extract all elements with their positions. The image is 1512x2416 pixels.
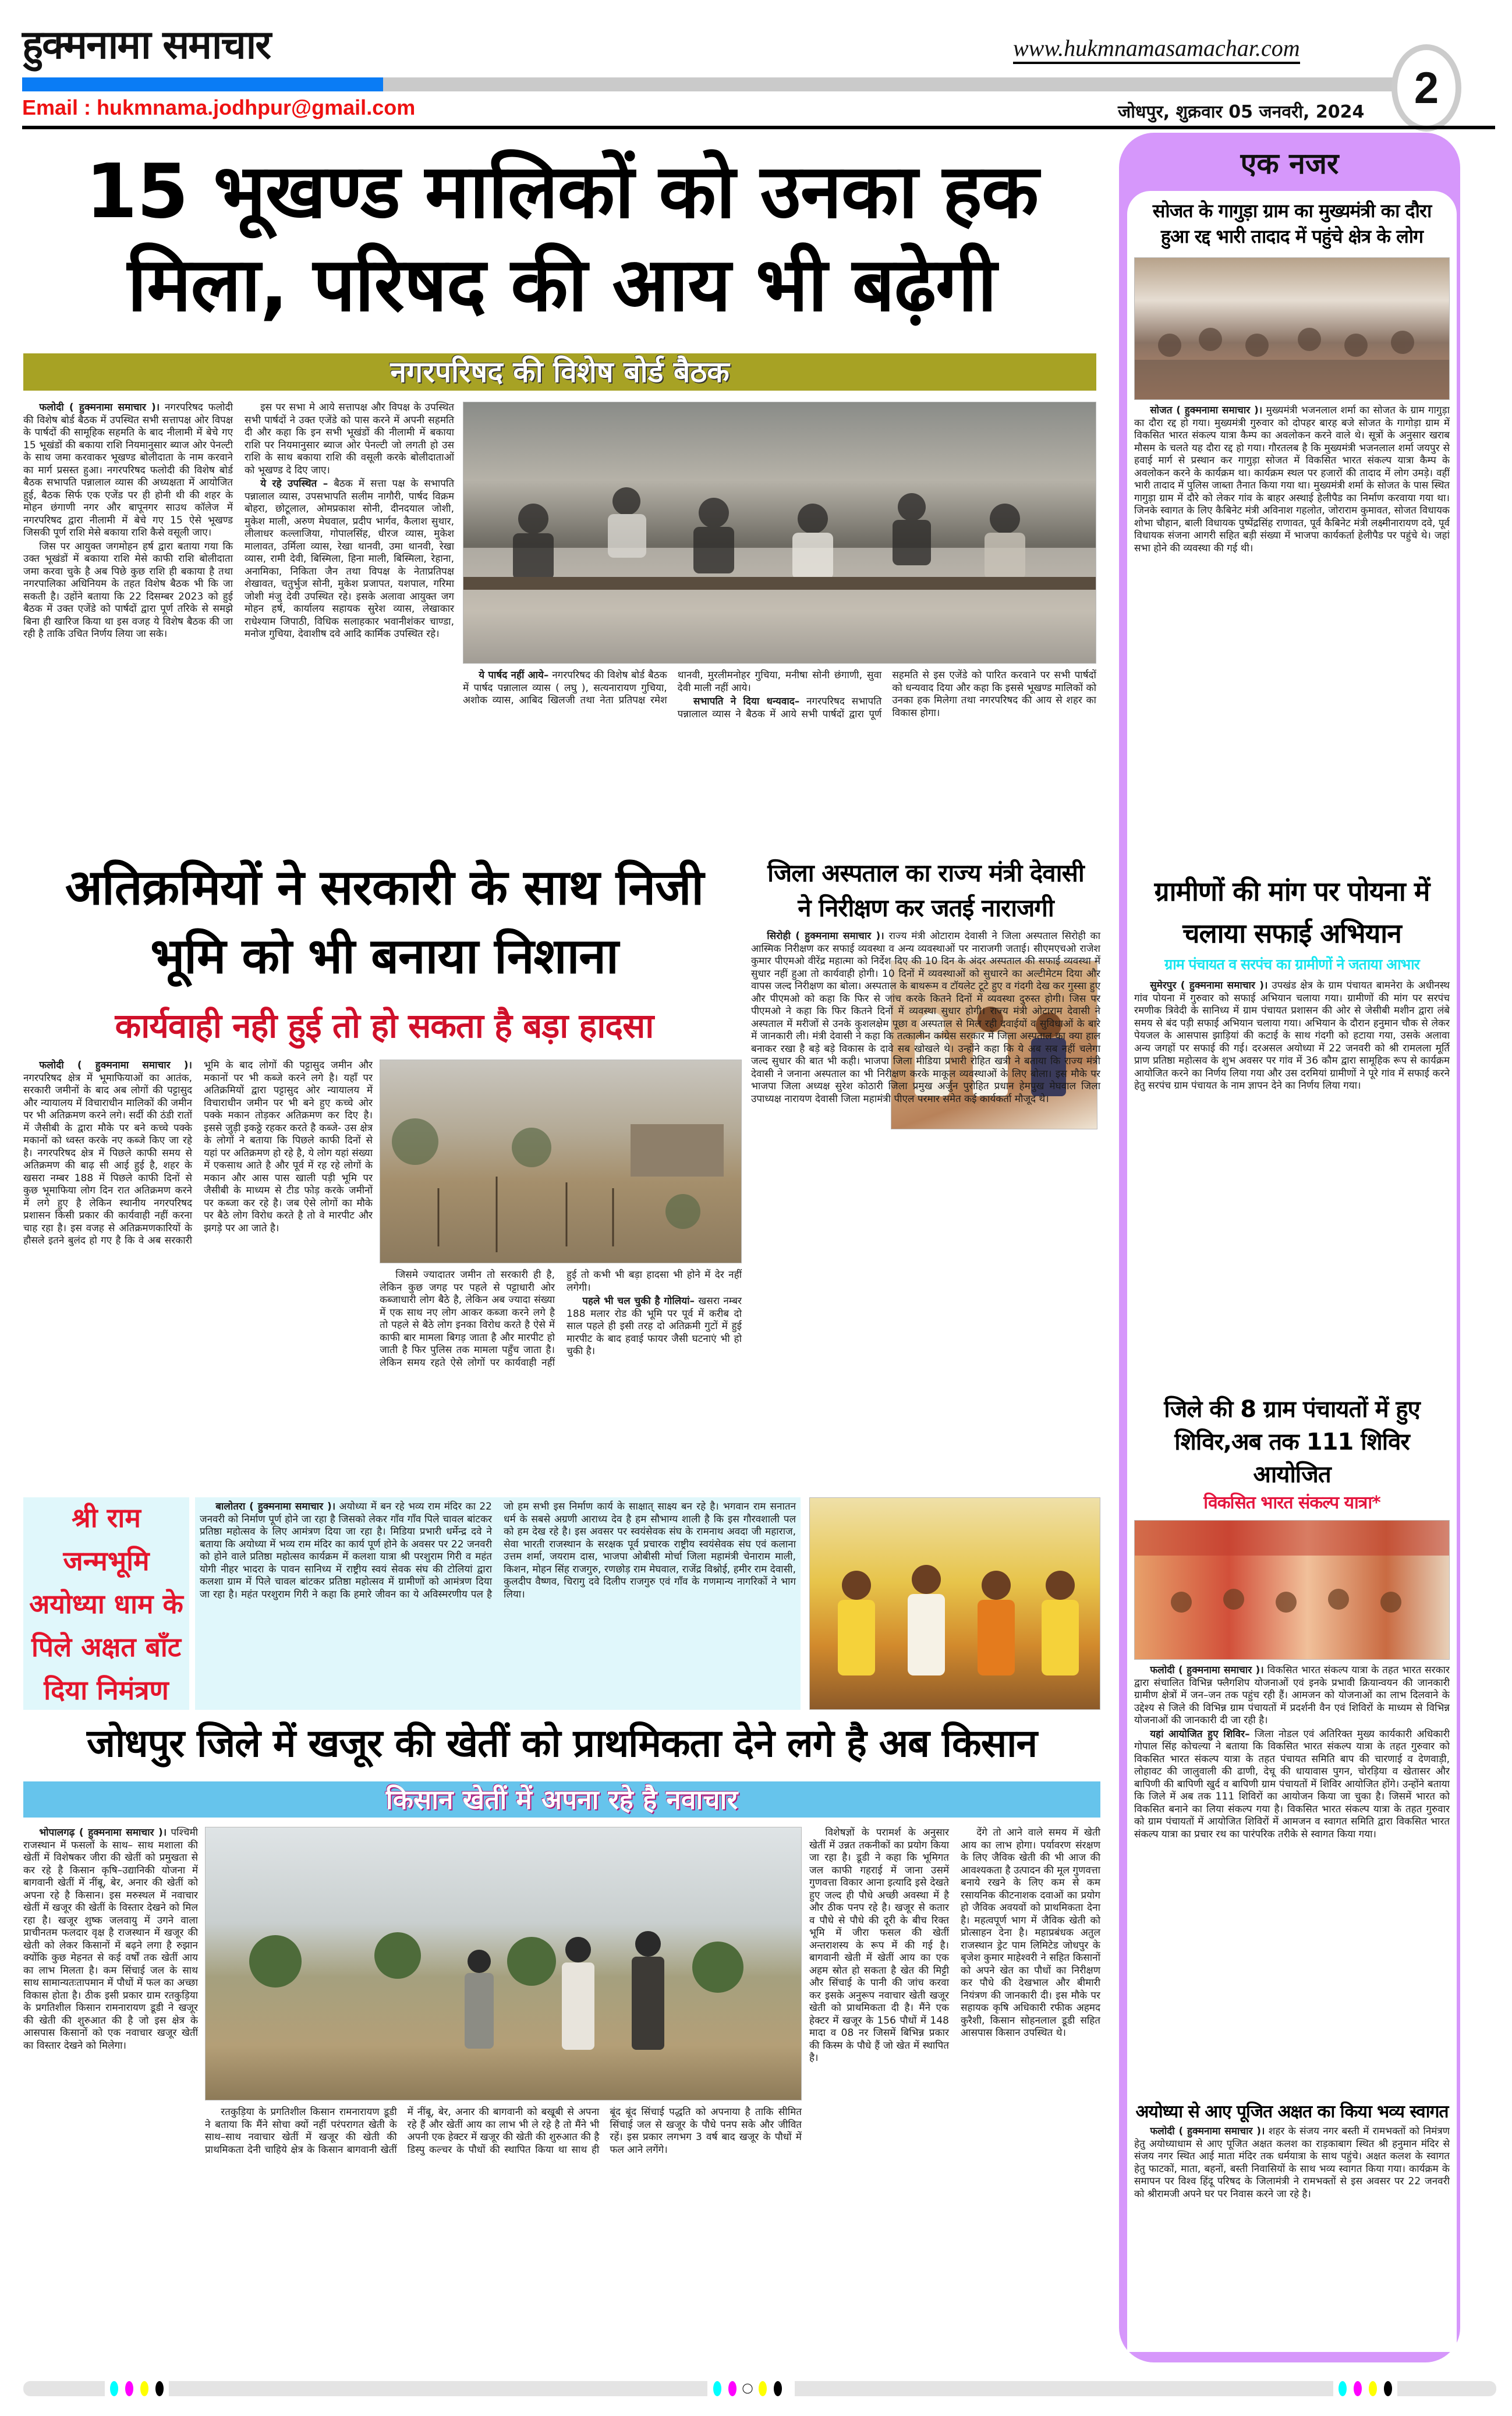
date-palm-p3: विशेषज्ञों के परामर्श के अनुसार खेतीं में उन्नत तकनीकों का प्रयोग किया जा रहा है। डूडी ने कहा कि भूमिगत जल काफी गहराई में जाना उसमें गुणवत्ता विकार आना इत्यादि इसे देखते हुए जल्द ही पौधे अच्छी अवस्था में है और ठीक पनप रहे है। खजूर से कतार व पौधे से पौधे की दूरी के बीच रिक्त भूमि में जीरा फसल की खेतीं अन्तराशस्य के रूप में की गई है। बागवानी खेती में खेतीं आय का एक अहम स्रोत हो सकता है खेत की मिट्टी और सिंचाई के पानी की जांच करवा कर इसके अनुरूप नवाचार खेती खजूर खेती को प्राथमिकता दी है। मैंने एक हेक्टर में खजूर के 156 पौधों में 148 मादा व 08 नर जिसमें बिभिन्न प्रकार की किस्म के पौधे हैं जो खेत में स्थापित है।: [809, 1827, 949, 2064]
poyna-p1: उपखंड क्षेत्र के ग्राम पंचायत बामनेरा के अधीनस्थ गांव पोयना में गुरुवार को सफाई अभियान चलाया गया। ग्रामीणों की मांग पर सरपंच रमणीक त्रिवेदी के सानिध्य में ग्राम पंचायत प्रशासन की ओर से जेसीबी मशीन द्वारा लंबे समय से बंद पड़ी सफाई अभियान चलाया गया। अभियान के दौरान हनुमान चौक से लेकर पेयजल के आसपास झाड़ियां की कटाई के साथ गंदगी को हटाया गया, उसके अलावा अन्य जगहों पर सफाई की गई। दरअसल अयोध्या में 22 जनवरी को श्री रामलला मूर्ति प्राण प्रतिष्ठा महोत्सव के शुभ अवसर पर गांव में 36 कौम द्वारा सामूहिक रूप से कार्यक्रम आयोजित करने का निर्णय लिया गया और उस दरमियां ग्रामीणों ने पूरे गांव में सफाई करने हेतु सरपंच ग्राम पंचायत के नाम ज्ञापन देने का निर्णय लिया गया।: [1134, 980, 1450, 1092]
hospital-body: [751, 930, 1100, 1490]
poyna-body: [1134, 980, 1450, 1387]
balotra-p1: अयोध्या में बन रहे भव्य राम मंदिर का 22 जनवरी को निर्माण पूर्ण होने जा रहा है जिसको लेकर गाँव गाँव पिले चावल बांटकर प्रतिष्ठा महोत्सव के लिए आमंत्रण दिया जा रहा है। मिडिया प्रभारी धर्मेन्द्र दवे ने बताया कि अयोध्या में भव्य राम मंदिर का कार्य पूर्ण होने के अवसर पर 22 जनवरी को होने वाले प्रतिष्ठा महोत्सव कार्यक्रम में कलशा यात्रा श्री परशुराम गिरी व महंत योगी नीहर भादरा के पावन सानिध्य में राष्ट्रीय स्वयं सेवक संघ की टोलियां द्वारा कलशा ग्राम में पिले चावल बांटकर प्रतिष्ठा महोत्सव में ग्रामीणों को आमंत्रण दिया जा रहा है। महंत परशुराम गिरी ने कहा कि हमारे जीवन का ये अविस्मरणीय पल है जो हम सभी इस निर्माण कार्य के साक्षात् साक्ष्य बन रहे है। भगवान राम सनातन धर्म के सबसे अग्रणी आराध्य देव है हम सौभाग्य शाली है कि इस गौरवशाली पल को हम देख रहे है। इस अवसर पर स्वयंसेवक संघ के रामनाथ अवदा जी महाराज, सेवा भारती राजस्थान के सरक्षक पूर्व प्रचारक राष्ट्रीय स्वयंसेवक संघ एवं कलाना उत्तम शर्मा, जयराम दास, भाजपा ओबीसी मोर्चा जिला महामंत्री चेनाराम माली, किशन, मोहन सिंह राजगुरु, रणछोड़ राम मेघवाल, राजेंद्र विश्नोई, हमीर राम देवासी, कुलदीप वैष्णव, चिरागु दवे दिलीप राजगुरु एवं गाँव के गणमान्य नागरिकों ने भाग लिया।: [200, 1501, 796, 1600]
date-palm-body-under-photo: [205, 2106, 802, 2354]
shivir-headline: जिले की 8 ग्राम पंचायतों में हुए शिविर,अब तक 111 शिविर आयोजित: [1164, 1396, 1420, 1488]
lead-p5: नगरपरिषद की विशेष बोर्ड बैठक में पार्षद पन्नालाल व्यास ( लघु ), सत्यनारायण गुचिया, अशोक व्यास, आबिद खिलजी तथा नेता प्रतिपक्ष रमेश थानवी, मुरलीमनोहर गुचिया, मनीषा सोनी छंगाणी, सुवा देवी माली नहीं आये।: [463, 669, 882, 706]
sojat-dateline: सोजत ( हुक्मनामा समाचार )।: [1150, 405, 1263, 416]
registration-dots-center: [707, 2381, 795, 2396]
lead-dateline: फलोदी ( हुक्मनामा समाचार )।: [39, 402, 160, 413]
balotra-invitation-photo: [809, 1497, 1100, 1710]
sojat-crowd-photo: [1134, 257, 1450, 400]
balotra-dateline: बालोतरा ( हुक्मनामा समाचार )।: [215, 1501, 336, 1512]
encroachment-p2: जिसमे ज्यादातर जमीन तो सरकारी ही है, लेकिन कुछ जगह पर पहले से पट्टाधारी ओर कब्जाधारी लोग बैठे है, लेकिन अब ज्यादा संख्या में एक साथ नए लोग आकर कब्जा करने लगे है तो पहले से बैठे लोग इनका विरोध करते है ऐसे में काफी बार मामला बिगड़ जाता है और मारपीट हो जाती है फिर पुलिस तक मामला पहुँच जाता है। लेकिन समय रहते ऐसे लोगों पर कार्यवाही नहीं हुई तो कभी भी बड़ा हादसा भी होने में देर नहीं लगेगी।: [380, 1269, 742, 1369]
color-bar-blue: [22, 77, 383, 91]
encroachment-headline-line1: अतिक्रमियों ने सरकारी के साथ निजी: [65, 859, 704, 916]
date-palm-banner-text: किसान खेतीं में अपना रहे है नवाचार: [385, 1784, 738, 1815]
lead-p2: जिस पर आयुक्त जगमोहन हर्ष द्वारा बताया गया कि उक्त भूखंडों में बकाया राशि मेसे काफी राशि बोलीदाता जमा करवा चुके है अब पिछे कुछ राशि ही बकाया है तथा नगरपालिका अधिनियम के तहत विशेष बैठक भी कि जा सकती है। उहोंने बताया कि 22 दिसम्बर 2023 को हुई बैठक में उक्त एजेंडे को पार्षदों द्वारा पूर्ण तरिके से समझे बिना ही खारिज किया था इस वजह ये विशेष बैठक की जा रही है ताकि उचित निर्णय लिया जा सके।: [23, 540, 233, 640]
date-palm-dateline: भोपालगढ़ ( हुक्मनामा समाचार )।: [39, 1827, 167, 1838]
lead-p3: इस पर सभा मे आये सत्तापक्ष और विपक्ष के उपस्थित सभी पार्षदों ने उक्त एजेंडे को पास करने में अपनी सहमति दी और कहा कि इन सभी भूखंडों की नीलामी में बकाया राशि पर नियमानुसार ब्याज ओर पेनल्टी जो लगती हो उस राशि के साथ बकाया राशि की वसूली करके बोलीदाताओं को भूखण्ड दे दिए जाए।: [245, 402, 454, 476]
lead-p6: नगरपरिषद सभापति पन्नालाल व्यास ने बैठक में आये सभी पार्षदों द्वारा पूर्ण सहमति से इस एजेंडे को पारित करवाने पर सभी पार्षदों को धन्यवाद दिया और कहा कि इससे भूखण्ड मालिकों को उनका हक मिलेगा तथा नगरपरिषद की आय से शहर का विकास होगा।: [677, 669, 1096, 720]
ayodhya-p1: शहर के संजय नगर बस्ती में रामभक्तों को निमंत्रण हेतु अयोध्याधाम से आए पूजित अक्षत कलश का राड़काबाग स्थित श्री हनुमान मंदिर से संजय नगर स्थित आई माता मंदिर तक धर्मयात्रा के साथ पहुंचे। अक्षत कलश के स्वागत हेतु फाटकों, माता, बहनों, बस्ती निवासियों के साथ भव्य स्वागत किया गया। कार्यक्रम के समापन पर विश्व हिंदू परिषद के जिलामंत्री ने रामभक्तों से इस अवसर पर 22 जनवरी को श्रीरामजी अपने घर पर निवास करने जा रहे है।: [1134, 2125, 1450, 2200]
hospital-dateline: सिरोही ( हुक्मनामा समाचार )।: [767, 930, 884, 942]
encroachment-p3-lead: पहले भी चल चुकी है गोलियां–: [582, 1295, 695, 1307]
balotra-invitation-photo-art: [810, 1498, 1100, 1710]
date-palm-field-photo: [205, 1827, 802, 2100]
registration-marks: [23, 2381, 1496, 2396]
ek-nazar-sidebar: [1119, 133, 1460, 2362]
sojat-p1: मुख्यमंत्री भजनलाल शर्मा का सोजत के ग्राम गागुड़ा का दौरा रद्द हो गया। मुख्यमंत्री गुरुवार को दोपहर बारह बजे सोजत के गागोड़ा ग्राम में विकसित भारत संकल्प यात्रा कैम्प का अवलोकन करने वाले थे। सूत्रों के अनुसार खराब मौसम के चलते यह दौरा रद्द हो गया। गौरतलब है कि मुख्यमंत्री भजनलाल शर्मा जयपुर से हवाई मार्ग से प्रस्थान कर गागुड़ा सोजत में विकसित भारत संकल्प यात्रा कैम्प के अवलोकन करने के कार्यक्रम था। कार्यक्रम स्थल पर हजारों की तादाद में लोग उमड़े। वहीं भारी तादाद में पुलिस जाब्ता तैनात किया गया था। मुख्यमंत्री शर्मा के सोजत के पास स्थित गागुड़ा ग्राम में दौरे को लेकर गांव के बाहर अस्थाई हेलीपैड का निर्माण करवाया गया था। जिनके स्वागत के लिए कैबिनेट मंत्री अविनाश गहलोत, जोराराम कुमावत, सोजत विधायक शोभा चौहान, बाली विधायक पुष्पेंद्रसिंह राणावत, पूर्व कैबिनेट मंत्री लक्ष्मीनारायण दवे, पूर्व विधायक संजना आगरी सहित बड़ी संख्या में भाजपा कार्यकर्ता हेलीपैड पर पहुंचे थे। जहां सभा होने की व्यवस्था की गई थी।: [1134, 405, 1450, 554]
date-palm-p4: देंगे तो आने वाले समय में खेती आय का लाभ होगा। पर्यावरण संरक्षण के लिए जैविक खेती की भी आज की आवश्यकता है उत्पादन की मूल गुणवत्ता बनाये रखने के लिए कम से कम रसायनिक कीटनाशक दवाओं का प्रयोग हो जैविक अवयवों को प्राथमिकता देना है। महत्वपूर्ण भाग में जैविक खेती को प्रोत्साहन देना है। महाप्रबंधक अतुल राजस्थान ड्रेट पाम लिमिटेड जोधपुर के बृजेश कुमार माहेश्वरी ने सहित किसानों को अपने खेत का पौधों का निरीक्षण कर पौधे की देखभाल और बीमारी नियंत्रण की जानकारी दी। इस मौके पर सहायक कृषि अधिकारी रफीक अहमद कुरैशी, किसान सोहनलाल डूडी सहित आसपास किसान उपस्थित थे।: [961, 1827, 1100, 2039]
date-palm-body-col1: [23, 1827, 198, 2354]
shivir-body: [1134, 1664, 1450, 2095]
lead-p1: नगरपरिषद फलोदी की विशेष बोर्ड बैठक में उपस्थित सभी सत्तापक्ष ओर विपक्ष के पार्षदों की सामूहिक सहमति के बाद नीलामी में बेचे गए 15 भूखंडों की बकाया राशि नियमानुसार ब्याज ओर पेनल्टी के साथ जमा करवाकर भूखण्ड बोलीदाता के नाम करवाने का मार्ग प्रसस्त हुआ। नगरपरिषद फलोदी की विशेष बोर्ड बैठक सभापति पन्नालाल व्यास की अध्यक्षता में आयोजित हुई, बैठक सिर्फ एक एजेंड पर ही होनी थी की शहर के मोहन छंगाणी नगर और बापूनगर साउथ कॉलेज में नगरपरिषद द्वारा नीलामी में बेचे गए 15 ऐसे भूखण्ड जिसकी पूर्ण राशि मेसे बकाया राशि कैसे वसूली जाए।: [23, 402, 233, 539]
shivir-subheadline: विकसित भारत संकल्प यात्रा*: [1203, 1493, 1380, 1513]
encroachment-p3: खसरा नम्बर 188 मलार रोड की भूमि पर पूर्व में करीब दो साल पहले ही इसी तरह दो अतिक्रमी गुटों में हुई मारपीट के बाद हवाई फायर जैसी घटनाएं भी हो चुकी है।: [566, 1295, 742, 1357]
date-palm-field-photo-art: [206, 1827, 802, 2100]
website-link[interactable]: www.hukmnamasamachar.com: [1013, 35, 1300, 64]
lead-p6-lead: सभापति ने दिया धन्यवाद–: [693, 696, 800, 707]
print-registration-bar: [23, 2381, 1496, 2396]
masthead-title: हुक्मनामा समाचार: [22, 22, 271, 68]
page-number: 2: [1414, 63, 1439, 113]
lead-headline: [23, 146, 1100, 332]
shivir-p2-lead: यहां आयोजित हुए शिविर–: [1150, 1728, 1250, 1740]
encroachment-dateline: फलोदी ( हुक्मनामा समाचार )।: [39, 1060, 192, 1071]
shivir-camp-photo: [1134, 1520, 1450, 1660]
registration-dots-left: [105, 2381, 169, 2396]
lead-p4-lead: ये रहे उपस्थित –: [260, 478, 328, 490]
shri-ram-box-text: श्री राम जन्मभूमि अयोध्या धाम के पिले अक्षत बाँट दिया निमंत्रण: [29, 1501, 183, 1706]
sidebar-title: एक नजर: [1240, 147, 1339, 180]
lead-p4: बैठक में सत्ता पक्ष के सभापति पन्नालाल व्यास, उपसभापति सलीम नागौरी, पार्षद विक्रम बोहरा, छोटूलाल, ओमप्रकाश सोनी, दीनदयाल जोशी, मुकेश माली, अरुण मेघवाल, प्रदीप भार्गव, कैलाश सुथार, लीलाधर कल्लाजिया, गोपालसिंह, धीरज व्यास, मुकेश मालावत, उर्मिला व्यास, रेखा थानवी, उमा थानवी, रेखा व्यास, रामी देवी, बिस्मिला, हिना माली, बिस्मिला, रेहाना, अनामिका, निकिता जैन तथा विपक्ष के नेताप्रतिपक्ष शेखावत, चतुर्भुज सोनी, मुकेश प्रजापत, यशपाल, गरिमा जोशी मंजु देवी उपस्थित रहे। इसके अलावा आयुक्त जग मोहन हर्ष, कार्यालय सहायक सुरेश व्यास, लेखाकार राधेश्याम जिपाठी, विधिक सलाहकार भवानीशंकर चाण्डा, मनोज गुचिया, देवाशीष दवे आदि कार्मिक उपस्थित रहे।: [245, 478, 455, 640]
email-contact[interactable]: Email : hukmnama.jodhpur@gmail.com: [22, 95, 416, 119]
council-meeting-photo: [463, 402, 1096, 664]
shivir-camp-photo-art: [1135, 1521, 1449, 1660]
date-palm-banner: [23, 1781, 1100, 1818]
lead-story-body-right: [463, 669, 1096, 839]
date-palm-body-right: [809, 1827, 1100, 2354]
lead-headline-line2: मिला, परिषद की आय भी बढ़ेगी: [127, 242, 997, 328]
hospital-headline-line2: ने निरीक्षण कर जतई नाराजगी: [798, 894, 1054, 922]
hospital-headline: [751, 856, 1100, 926]
sojat-crowd-photo-art: [1135, 258, 1449, 400]
date-palm-p1: पश्चिमी राजस्थान में फसलों के साथ– साथ मशाला की खेतीं में विशेषकर जीरा की खेतीं को प्रमुखता से कर रहे है किसान कृषि–उद्यानिकी योजना में बागवानी खेतीं में नींबू, बेर, अनार की खेतीं को अपना रहे है किसान। इस मरुस्थल में नवाचार खेतीं में खजूर की खेतीं के विस्तार देखने को मिल रहा है। खजूर शुष्क जलवायु में उगने वाला प्राचीनतम फलदार वृक्ष है राजस्थान में खजूर की खेती को लेकर किसानों में बढ़ने लगा है रुझान क्योंकि कुछ मेहनत से कई वर्षों तक खेतीं आय का लाभ मिलता है। कम सिंचाई जल के साथ साथ सामान्यतःतापमान में पौधों में फल का अच्छा विकास होता है। ठीक इसी प्रकार ग्राम रतकुड़िया के प्रगतिशील किसान रामनारायण डूडी ने खजूर की खेती की शुरुआत की है जो इस क्षेत्र के आसपास किसानों को एक नवाचार खजूर खेतीं का विस्तार देखने को मिलेगा।: [23, 1827, 198, 2052]
encroachment-headline: [23, 853, 745, 990]
balotra-body: [195, 1497, 801, 1710]
shivir-p1: विकसित भारत संकल्प यात्रा के तहत भारत सरकार द्वारा संचालित विभिन्न फ्लैगशिप योजनाओं एवं इनके प्रभावी क्रियान्वयन की जानकारी ग्रामीण क्षेत्रों में जन–जन तक पहुंच रही हैं। आमजन को योजनाओं का लाभ दिलवाने के उद्देश्य से जिले की विभिन्न ग्राम पंचायतों में प्रदर्शनी वैन एवं शिविरों के माध्यम से विभिन्न योजनाओं की जानकारी दी जा रही है।: [1134, 1664, 1450, 1726]
poyna-subheadline: ग्राम पंचायत व सरपंच का ग्रामीणों ने जताया आभार: [1164, 956, 1419, 973]
shivir-p2: जिला नोडल एवं अतिरिक्त मुख्य कार्यकारी अधिकारी गोपाल सिंह कोचल्या ने बताया कि विकसित भारत संकल्प यात्रा के तहत गुरुवार को विकसित भारत संकल्प यात्रा के तहत पंचायत समिति बाप की चारणाई व देणवाड़ी, लोहावट की जालुवाली की ढाणी, देचू की धायावास पुगन, चोरड़िया व खेतासर और बापिणी की बापिणी खुर्द व बापिणी ग्राम पंचायतों में शिविर आयोजित होंगे। उन्होंने बताया कि जिले में अब तक 111 शिविरों का आयोजन किया जा चुका है। जिसमें भारत को विकसित बनाने का लिया संकल्प गया है। विकसित भारत संकल्प यात्रा के तहत गुरुवार को ग्राम पंचायतों में आयोजित शिविरों में आमजन व स्वागत समिति द्वारा विकसित भारत संकल्प यात्रा का प्रचार रथ का पारंपरिक तरीके से स्वागत किया गया।: [1134, 1728, 1450, 1840]
council-meeting-photo-art: [463, 402, 1096, 664]
hospital-headline-line1: जिला अस्पताल का राज्य मंत्री देवासी: [767, 859, 1084, 887]
registration-dots-right: [1333, 2381, 1397, 2396]
encroachment-p1: नगरपरिषद क्षेत्र में भूमाफियाओं का आतंक, सरकारी जमीनों के बाद अब लोगों की पट्टासुद और न्यायालय में विचाराधीन मालिकों की जमीन पर भी अतिक्रमण करने लगे। सर्दी की ठंडी रातों में जैसीबी के द्वारा मौके पर बने कच्चे पक्के मकानों को ध्वस्त करके नए कब्जे किए जा रहे है। नगरपरिषद क्षेत्र में पिछले काफी समय से अतिक्रमण की बाढ़ सी आई हुई है, शहर के खसरा नम्बर 188 में पिछले काफी दिनों से कुछ भूमाफिया लोग दिन रात अतिक्रमण करने में लगे हुए है लेकिन स्थानीय नगरपरिषद प्रशासन किसी प्रकार की कार्यवाही नहीं करना चाह रहा है। इस वजह से अतिक्रमणकारियों के हौसले इतने बुलंद हो गए है कि वे अब सरकारी भूमि के बाद लोगों की पट्टासुद जमीन और मकानों पर भी कब्जे करने लगे है। यहाँ पर अतिक्रमियों द्वारा पट्टासुद ओर न्यायालय में विचाराधीन जमीन पर भी बने हुए कच्चे ओर पक्के मकान तोड़कर अतिक्रमण कर दिए है। इससे जुड़ी इकठ्ठे रहकर करते है कब्जे- उस क्षेत्र के लोगों ने बताया कि पिछले काफी दिनों से यहां पर अतिक्रमण हो रहे है, ये लोग यहां संख्या में एकसाथ आते है और पूर्व में रह रहे लोगों के मकान और आस पास खाली पड़ी भूमि पर जैसीबी के माध्यम से टीड फोड़ करके जमीनों पर कब्जा कर रहे है। जब ऐसे लोगों का मौके पर बैठे लोग विरोध करते है तो वे मारपीट और झगड़े पर आ जाते है।: [23, 1060, 373, 1246]
issue-date: जोधपुर, शुक्रवार 05 जनवरी, 2024: [1118, 102, 1365, 122]
color-bar: [22, 77, 1460, 91]
poyna-dateline: सुमेरपुर ( हुक्मनामा समाचार )।: [1150, 980, 1268, 991]
encroachment-body-right: [380, 1269, 742, 1490]
poyna-headline: ग्रामीणों की मांग पर पोयना में चलाया सफाई अभियान: [1154, 876, 1430, 949]
shivir-dateline: फलोदी ( हुक्मनामा समाचार )।: [1150, 1664, 1264, 1676]
ayodhya-dateline: फलोदी ( हुक्मनामा समाचार )।: [1150, 2125, 1265, 2137]
lead-story-body-left: [23, 402, 454, 838]
sojat-headline: सोजत के गागुड़ा ग्राम का मुख्यमंत्री का दौरा हुआ रद्द भारी तादाद में पहुंचे क्षेत्र के लोग: [1152, 200, 1432, 247]
hospital-p1: राज्य मंत्री ओटाराम देवासी ने जिला अस्पताल सिरोही का आस्मिक निरीक्षण कर सफाई व्यवस्था व अन्य व्यवस्थाओं पर नाराजगी जताई। सीएमएचओ राजेश कुमार पीएमओ वीरेंद्र महात्मा को निर्देश दिए की 10 दिन के अंदर अस्पताल की सफाई व्यवस्था में सुधार नहीं हुआ तो कार्यवाही होगी। 10 दिनों में व्यवस्थाओं को सुधारने का अल्टीमेटम दिया और वापस जल्द निरीक्षण का बोला। अस्पताल के बाथरूम व टॉयलेट टूटे हुए व गंदगी देख कर गुस्सा हुए और पीएमओ को कहा कि फिर से जांच करके कितने दिनों में व्यवस्था दुरुस्त होगी। जिस पर पीएमओ ने कहा कि फिर कितने दिनों में व्यवस्था सुधार होगी। राज्य मंत्री ओटाराम देवासी ने अस्पताल में मरीजों से उनके कुशलक्षेम पूछा व अस्पताल से मिल रही दवाईयों व सुविधाओं के बारे में जानकारी ली। मंत्री देवासी ने कहा कि तत्कालीन कांग्रेस सरकार में जिला अस्पताल का क्या हाल बनाकर रखा है बड़े बड़े विकास के दावे सब खोखले थे। उन्होंने कहा कि ये अब सब नहीं चलेगा जल्द सुधार की बात भी कही। भाजपा जिला मीडिया प्रभारी रोहित खत्री ने बताया कि राज्य मंत्री देवासी ने जनाना अस्पताल का भी निरीक्षण करके माकूल व्यवस्थाओं के लिए बोला। इस मौके पर भाजपा जिला अध्यक्ष सुरेश कोठारी जिला प्रमुख अर्जुन पुरोहित प्रधान हेमपुख मेघवाल जिला उपाध्यक्ष नारायण देवासी जिला महामंत्री पीएल परमार समेत कई कार्यकर्ता मौजूद थे।: [751, 930, 1100, 1105]
encroachment-body-left: [23, 1060, 373, 1490]
encroachment-site-photo: [380, 1060, 742, 1263]
lead-p5-lead: ये पार्षद नहीं आये–: [479, 669, 549, 681]
sojat-body: [1134, 405, 1450, 859]
sidebar-inner: [1127, 191, 1457, 2352]
encroachment-headline-line2: भूमि को भी बनाया निशाना: [150, 927, 618, 984]
date-palm-headline: जोधपुर जिले में खजूर की खेतीं को प्राथमिकता देने लगे है अब किसान: [86, 1721, 1037, 1766]
encroachment-site-photo-art: [380, 1060, 742, 1263]
lead-headline-line1: 15 भूखण्ड मालिकों को उनका हक: [85, 148, 1039, 235]
page-number-badge: [1391, 44, 1461, 132]
ayodhya-body: [1134, 2125, 1450, 2318]
lead-banner-text: नगरपरिषद की विशेष बोर्ड बैठक: [390, 355, 730, 389]
encroachment-subheadline: कार्यवाही नही हुई तो हो सकता है बड़ा हादसा: [115, 1006, 654, 1046]
ayodhya-headline: अयोध्या से आए पूजित अक्षत का किया भव्य स्वागत: [1135, 2102, 1449, 2122]
shri-ram-box: [23, 1497, 189, 1710]
date-palm-p2: रतकुड़िया के प्रगतिशील किसान रामनारायण डूडी ने बताया कि मैंने सोचा क्यों नहीं परंपरागत खेती के साथ–साथ नवाचार खेतीं में खजूर की खेती की प्राथमिकता देनी चाहिये क्षेत्र के किसान बागवानी खेतीं में नींबू, बेर, अनार की बागवानी को बखूबी से अपना रहे हैं और खेतीं आय का लाभ भी ले रहे है तो मैंने भी अपनी एक हेक्टर में खजूर की खेती की शुरुआत की है डिस्पु कल्चर के पौधों की स्थापित किया था साथ ही बूंद बूंद सिंचाई पद्धति को अपनाया है ताकि सीमित सिंचाई जल से खजूर के पौधे पनप सके और जीवित रहें। इस प्रकार लगभग 3 वर्ष बाद खजूर के पौधों में फल आने लगेंगे।: [205, 2106, 802, 2156]
masthead-rule: [22, 126, 1495, 129]
lead-banner: [23, 353, 1096, 391]
